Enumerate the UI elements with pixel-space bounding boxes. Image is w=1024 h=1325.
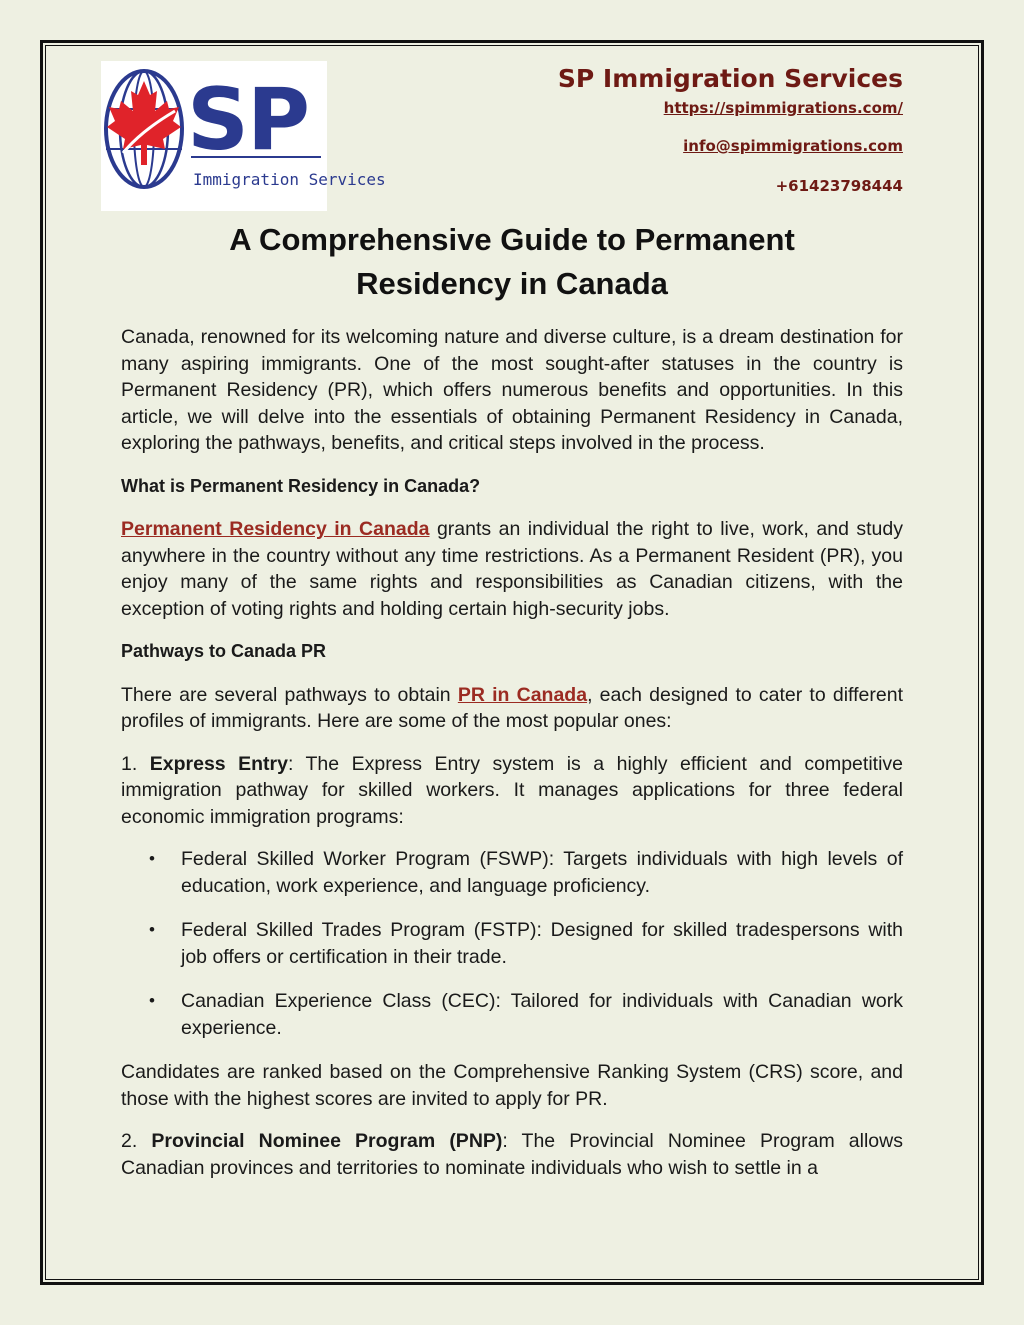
title-line-1: A Comprehensive Guide to Permanent <box>229 222 795 257</box>
pr-definition-paragraph: Permanent Residency in Canada grants an individual the right to live, work, and study anywhere in the country without any time restrictions. As a Permanent Resident (PR), you enjoy many of the same rights and responsibilities as Canadian citizens, with the exception of voting rights and holding certain high-security jobs. <box>121 518 903 620</box>
section-heading-what-is-pr: What is Permanent Residency in Canada? <box>121 475 481 496</box>
list-item: • Canadian Experience Class (CEC): Tailored for individuals with Canadian work experience. <box>149 990 903 1039</box>
express-entry-paragraph: 1. Express Entry: The Express Entry system is a highly efficient and competitive immigration pathway for skilled workers. It manages applications for three federal economic immigration programs: <box>121 752 903 828</box>
logo-letters: SP <box>187 70 308 170</box>
company-contact <box>558 62 903 195</box>
crs-paragraph: Candidates are ranked based on the Comprehensive Ranking System (CRS) score, and those with the highest scores are invited to apply for PR. <box>121 1061 903 1110</box>
website-link[interactable]: https://spimmigrations.com/ <box>663 99 903 117</box>
bullet-icon: • <box>149 991 155 1010</box>
company-name: SP Immigration Services <box>557 64 903 93</box>
logo-tagline: Immigration Services <box>193 170 386 189</box>
intro-paragraph: Canada, renowned for its welcoming nature and diverse culture, is a dream destination for many aspiring immigrants. One of the most sought-after statuses in the country is Permanent Residency (PR), which offers numerous benefits and opportunities. In this article, we will delve into the essentials of obtaining Permanent Residency in Canada, exploring the pathways, benefits, and critical steps involved in the process. <box>121 326 903 454</box>
list-item: • Federal Skilled Trades Program (FSTP): Designed for skilled tradespersons with job offers or certification in their trade. <box>149 919 903 968</box>
pr-in-canada-link[interactable]: PR in Canada <box>457 683 588 706</box>
email-link[interactable]: info@spimmigrations.com <box>683 137 903 155</box>
pathways-paragraph: There are several pathways to obtain PR in Canada, each designed to cater to different profiles of immigrants. Here are some of the most popular ones: <box>121 683 903 732</box>
bullet-icon: • <box>149 920 155 939</box>
section-heading-pathways: Pathways to Canada PR <box>121 641 327 661</box>
page-title <box>121 218 903 306</box>
express-entry-name: Express Entry <box>149 752 288 775</box>
title-line-2: Residency in Canada <box>356 266 668 301</box>
pr-canada-link[interactable]: Permanent Residency in Canada <box>121 518 430 540</box>
article-body <box>121 324 903 1197</box>
maple-leaf-icon <box>107 81 181 165</box>
list-item: • Federal Skilled Worker Program (FSWP): Targets individuals with high levels of education, work experience, and language proficiency. <box>149 848 903 897</box>
federal-programs-list <box>121 846 903 1041</box>
pnp-paragraph: 2. Provincial Nominee Program (PNP): The Provincial Nominee Program allows Canadian provinces and territories to nominate individuals who wish to settle in a <box>121 1130 903 1179</box>
bullet-icon: • <box>149 849 155 868</box>
pnp-name: Provincial Nominee Program (PNP) <box>151 1130 503 1152</box>
company-logo <box>101 61 386 211</box>
phone-number: +61423798444 <box>775 177 903 195</box>
